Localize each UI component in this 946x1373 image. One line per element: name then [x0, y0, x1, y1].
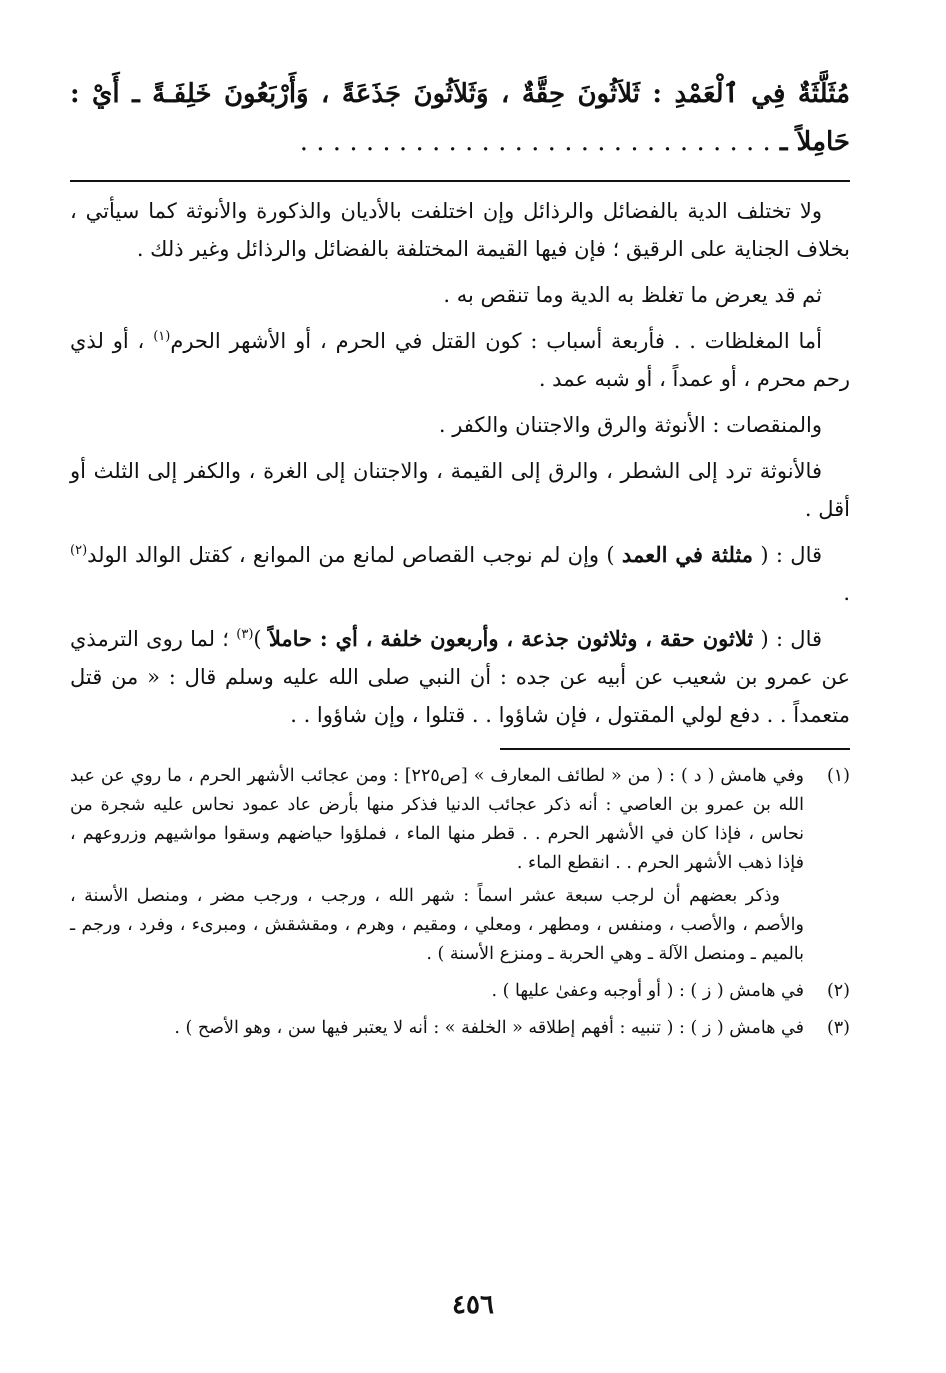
- commentary-paragraph: ولا تختلف الدية بالفضائل والرذائل وإن اختلفت بالأديان والذكورة والأنوثة كما سيأتي ، بخلاف الجناية على الرقيق ؛ فإن فيها القيمة المختلفة بالفضائل والرذائل وغير ذلك .: [70, 199, 850, 261]
- footnote-body: [70, 1014, 804, 1047]
- footnote-ref-2: (٢): [70, 543, 88, 558]
- footnote-1: [70, 762, 850, 973]
- text-run: ): [253, 627, 269, 651]
- text-run: ؛ لما روى الترمذي عن عمرو بن شعيب عن أبيه عن جده : أن النبي صلى الله عليه وسلم قال : « من قتل متعمداً . . دفع لولي المقتول ، فإن شاؤوا . . قتلوا ، وإن شاؤوا . .: [70, 627, 850, 727]
- commentary-paragraph: [70, 322, 850, 398]
- footnote-ref-3: (٣): [236, 627, 254, 642]
- quoted-matn: مثلثة في العمد: [621, 542, 754, 567]
- footnote-paragraph: وذكر بعضهم أن لرجب سبعة عشر اسماً : شهر الله ، ورجب ، ورجب مضر ، ومنصل الأسنة ، والأصم ، والأصب ، ومنفس ، ومطهر ، ومعلي ، ومقيم ، وهرم ، ومقشقش ، ومبرىء ، وفرد ، ورجم ـ بالميم ـ ومنصل الآلة ـ وهي الحربة ـ ومنزع الأسنة ) .: [70, 886, 804, 964]
- footnotes: [70, 762, 850, 1047]
- text-run: ) وإن لم نوجب القصاص لمانع من الموانع ، كقتل الوالد الولد: [87, 543, 622, 567]
- matn-text: [70, 70, 850, 166]
- matn-dots: . . . . . . . . . . . . . . . . . . . . . . . . . . . . .: [299, 127, 771, 157]
- quoted-matn: ثلاثون حقة ، وثلاثون جذعة ، وأربعون خلفة ، أي : حاملاً: [268, 626, 754, 651]
- footnote-paragraph: في هامش ( ز ) : ( أو أوجبه وعفىٰ عليها ) .: [491, 981, 804, 1001]
- footnote-3: [70, 1014, 850, 1047]
- page-body: [70, 70, 850, 1051]
- footnote-2: [70, 977, 850, 1010]
- footnote-body: [70, 762, 804, 973]
- footnote-number: (٣): [826, 1018, 850, 1038]
- footnote-body: [70, 977, 804, 1010]
- matn-divider: [70, 180, 850, 182]
- footnote-paragraph: في هامش ( ز ) : ( تنبيه : أفهم إطلاقه « الخلفة » : أنه لا يعتبر فيها سن ، وهو الأصح ) .: [174, 1018, 804, 1038]
- commentary-paragraph: [70, 536, 850, 612]
- commentary-paragraph: ثم قد يعرض ما تغلظ به الدية وما تنقص به .: [443, 283, 822, 307]
- footnote-divider: [500, 748, 850, 750]
- commentary-paragraph: [70, 620, 850, 734]
- commentary-paragraph: فالأنوثة ترد إلى الشطر ، والرق إلى القيمة ، والاجتنان إلى الغرة ، والكفر إلى الثلث أو أقل .: [70, 459, 850, 521]
- footnote-number: (٢): [826, 981, 850, 1001]
- text-run: ، أو لذي رحم محرم ، أو عمداً ، أو شبه عمد .: [70, 329, 850, 391]
- text-run: قال : (: [753, 627, 823, 651]
- footnote-number: (١): [826, 766, 850, 786]
- footnote-paragraph: وفي هامش ( د ) : ( من « لطائف المعارف » [ص٢٢٥] : ومن عجائب الأشهر الحرم ، ما روي عن عبد الله بن عمرو بن العاصي : أنه ذكر عجائب الدنيا فذكر منها بأرض عاد عمود نحاس عليه شجرة من نحاس ، فإذا كان في الأشهر الحرم . . قطر منها الماء ، فملؤوا حياضهم وسقوا مواشيهم وزروعهم ، فإذا ذهب الأشهر الحرم . . انقطع الماء .: [70, 766, 804, 873]
- text-run: أما المغلظات . . فأربعة أسباب : كون القتل في الحرم ، أو الأشهر الحرم: [170, 329, 822, 353]
- matn-line: مُثَلَّثَةٌ فِي ٱلْعَمْدِ : ثَلاَثُونَ حِقَّةٌ ، وَثَلاَثُونَ جَذَعَةً ، وَأَرْبَعُونَ خَلِفَـةً ـ أَيْ : حَامِلاً ـ: [70, 79, 850, 157]
- text-run: قال : (: [753, 543, 823, 567]
- commentary-paragraph: والمنقصات : الأنوثة والرق والاجتنان والكفر .: [438, 413, 822, 437]
- footnote-ref-1: (١): [153, 329, 171, 344]
- commentary: [70, 192, 850, 734]
- text-run: .: [843, 581, 850, 605]
- page-number: ٤٥٦: [452, 1290, 494, 1320]
